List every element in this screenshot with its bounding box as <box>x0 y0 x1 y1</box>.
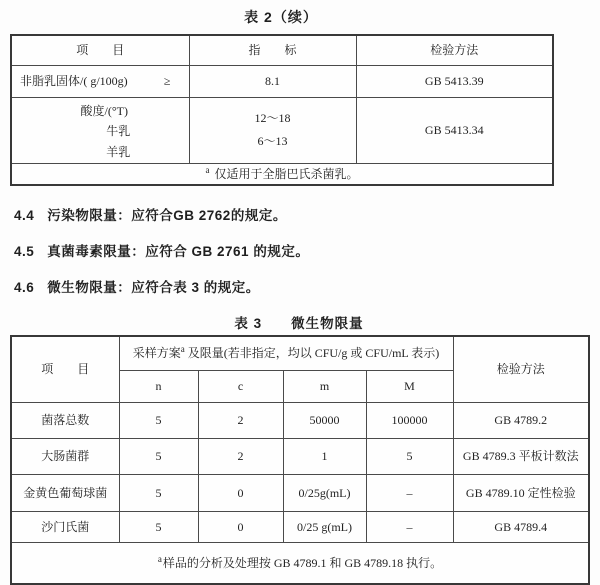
clause-4-6-text: 微生物限量：应符合表 3 的规定。 <box>47 280 260 295</box>
table2-row-acidity <box>11 98 553 164</box>
table3-subheader-m: m <box>283 371 366 403</box>
clause-4-5-number: 4.5 <box>14 244 35 259</box>
row-method: GB 4789.4 <box>453 512 589 543</box>
table3-header-item: 项 目 <box>11 336 119 403</box>
row-M: 5 <box>366 439 453 475</box>
table3-footnote <box>11 543 589 585</box>
table3-subheader-M: M <box>366 371 453 403</box>
table3-footnote-marker: a <box>157 553 162 564</box>
table2-footnote-marker: a <box>205 164 210 175</box>
acidity-label: 酸度/(°T) <box>80 104 128 118</box>
nonfat-milk-solids-value: 8.1 <box>189 66 356 98</box>
row-name: 金黄色葡萄球菌 <box>11 475 119 512</box>
table3-title: 表 3 微生物限量 <box>234 316 364 331</box>
clause-4-5 <box>14 240 600 260</box>
sampling-plan-prefix: 采样方案 <box>132 346 181 360</box>
table2-header-item: 项 目 <box>11 35 189 66</box>
row-n: 5 <box>119 403 198 439</box>
table3-header-method: 检验方法 <box>453 336 589 403</box>
row-name: 沙门氏菌 <box>11 512 119 543</box>
row-c: 2 <box>198 439 283 475</box>
table3-row-coliforms <box>11 439 589 475</box>
row-n: 5 <box>119 512 198 543</box>
document-page <box>0 7 600 570</box>
row-name: 大肠菌群 <box>11 439 119 475</box>
gte-symbol: ≥ <box>163 74 171 88</box>
table3-subheader-n: n <box>119 371 198 403</box>
acidity-values-cell <box>189 98 356 164</box>
table3 <box>10 335 590 585</box>
acidity-method: GB 5413.34 <box>356 98 553 164</box>
table2-header-indicator: 指 标 <box>189 35 356 66</box>
sampling-plan-footnote-marker: a <box>180 344 185 354</box>
table2-footnote-text: 仅适用于全脂巴氏杀菌乳。 <box>214 166 359 181</box>
acidity-goat-milk-value: 6～13 <box>257 133 288 148</box>
row-m: 0/25g(mL) <box>283 475 366 512</box>
nonfat-milk-solids-label: 非脂乳固体/( g/100g) <box>20 74 128 88</box>
table3-row-salmonella <box>11 512 589 543</box>
table3-subheader-c: c <box>198 371 283 403</box>
table2-header-row <box>11 35 553 66</box>
clause-4-6 <box>14 276 600 296</box>
clause-4-4 <box>14 204 600 224</box>
acidity-cow-milk-label: 牛乳 <box>106 124 131 138</box>
nonfat-milk-solids-method: GB 5413.39 <box>356 66 553 98</box>
table2-footnote <box>11 164 553 186</box>
row-c: 2 <box>198 403 283 439</box>
table2-row-nonfat-milk-solids <box>11 66 553 98</box>
acidity-goat-milk-label: 羊乳 <box>106 145 131 159</box>
row-name: 菌落总数 <box>11 403 119 439</box>
table3-row-staph-aureus <box>11 475 589 512</box>
acidity-item-cell <box>11 98 189 164</box>
clause-4-5-text: 真菌毒素限量：应符合 GB 2761 的规定。 <box>47 244 310 259</box>
clause-4-6-number: 4.6 <box>14 280 35 295</box>
row-method: GB 4789.2 <box>453 403 589 439</box>
row-c: 0 <box>198 475 283 512</box>
row-M: – <box>366 512 453 543</box>
sampling-plan-suffix: 及限量(若非指定，均以 CFU/g 或 CFU/mL 表示) <box>184 346 440 360</box>
row-M: – <box>366 475 453 512</box>
clauses-block <box>0 204 600 296</box>
table2-title: 表 2（续） <box>244 9 318 25</box>
table2-footnote-row <box>11 164 553 186</box>
row-m: 1 <box>283 439 366 475</box>
row-n: 5 <box>119 439 198 475</box>
table3-footnote-row <box>11 543 589 585</box>
table2-header-method: 检验方法 <box>356 35 553 66</box>
row-M: 100000 <box>366 403 453 439</box>
clause-4-4-number: 4.4 <box>14 208 35 223</box>
table3-header-row-1 <box>11 336 589 371</box>
table3-header-sampling-plan <box>119 336 453 371</box>
clause-4-4-text: 污染物限量：应符合GB 2762的规定。 <box>47 208 287 223</box>
row-m: 50000 <box>283 403 366 439</box>
row-n: 5 <box>119 475 198 512</box>
acidity-cow-milk-value: 12～18 <box>254 110 291 125</box>
row-method: GB 4789.10 定性检验 <box>453 475 589 512</box>
nonfat-milk-solids-cell <box>11 66 189 98</box>
table3-row-total-colony-count <box>11 403 589 439</box>
row-m: 0/25 g(mL) <box>283 512 366 543</box>
row-c: 0 <box>198 512 283 543</box>
row-method: GB 4789.3 平板计数法 <box>453 439 589 475</box>
table2 <box>10 34 554 186</box>
table3-footnote-text: 样品的分析及处理按 GB 4789.1 和 GB 4789.18 执行。 <box>162 555 443 570</box>
